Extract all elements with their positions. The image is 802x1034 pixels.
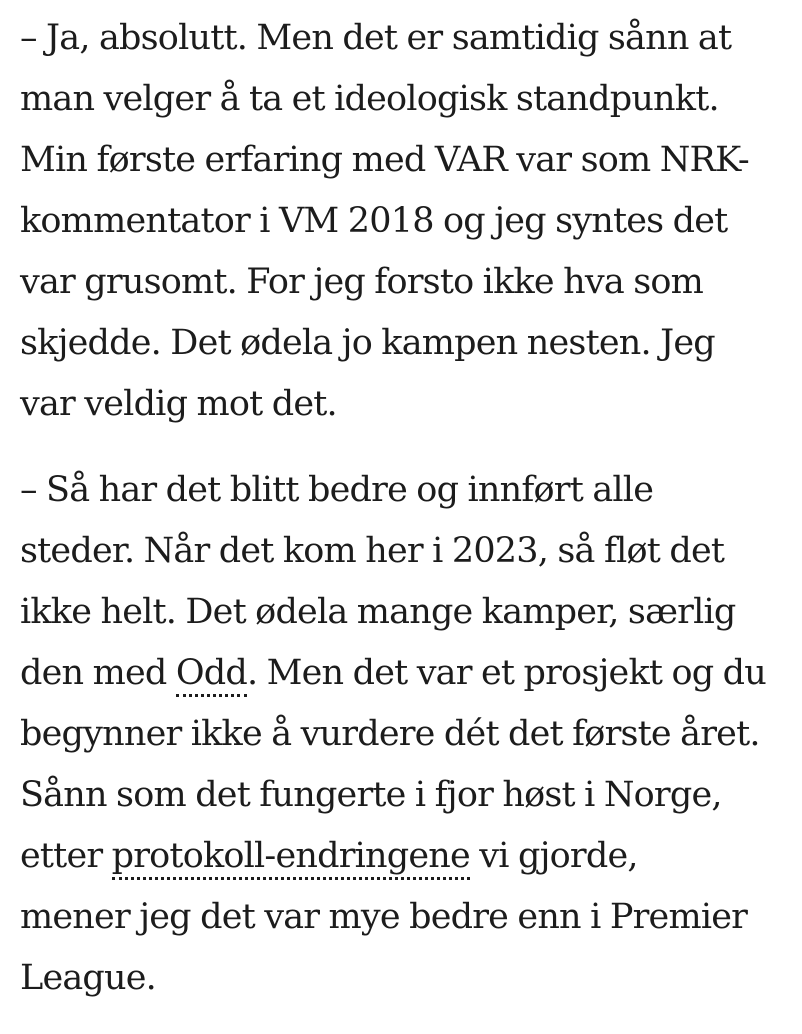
text-line: mener jeg det var mye bedre enn i Premier — [20, 897, 748, 937]
paragraph-quote-var-experience — [20, 8, 792, 435]
text-line: ikke helt. Det ødela mange kamper, særlig — [20, 592, 736, 632]
text-fragment: den med — [20, 653, 176, 693]
text-fragment: etter — [20, 836, 112, 876]
article-body — [20, 8, 792, 1034]
text-line — [20, 643, 792, 704]
text-fragment: vi gjorde, — [469, 836, 638, 876]
paragraph-quote-var-improvement — [20, 460, 792, 1009]
text-fragment: . Men det var et prosjekt og du — [246, 653, 766, 693]
text-line: Sånn som det fungerte i fjor høst i Norge, — [20, 775, 722, 815]
text-line — [20, 826, 792, 887]
text-line: – Ja, absolutt. Men det er samtidig sånn at — [20, 18, 732, 58]
text-line: begynner ikke å vurdere dét det første året. — [20, 714, 760, 754]
text-line: Min første erfaring med VAR var som NRK- — [20, 140, 749, 180]
text-line: kommentator i VM 2018 og jeg syntes det — [20, 201, 728, 241]
protokoll-endringene-link[interactable]: protokoll-endringene — [112, 836, 470, 880]
text-line: League. — [20, 958, 157, 998]
text-line: steder. Når det kom her i 2023, så fløt det — [20, 531, 725, 571]
text-line: man velger å ta et ideologisk standpunkt. — [20, 79, 719, 119]
text-line: var veldig mot det. — [20, 384, 337, 424]
text-line: var grusomt. For jeg forsto ikke hva som — [20, 262, 704, 302]
odd-link[interactable]: Odd — [176, 653, 247, 697]
text-line: skjedde. Det ødela jo kampen nesten. Jeg — [20, 323, 715, 363]
text-line: – Så har det blitt bedre og innført alle — [20, 470, 654, 510]
